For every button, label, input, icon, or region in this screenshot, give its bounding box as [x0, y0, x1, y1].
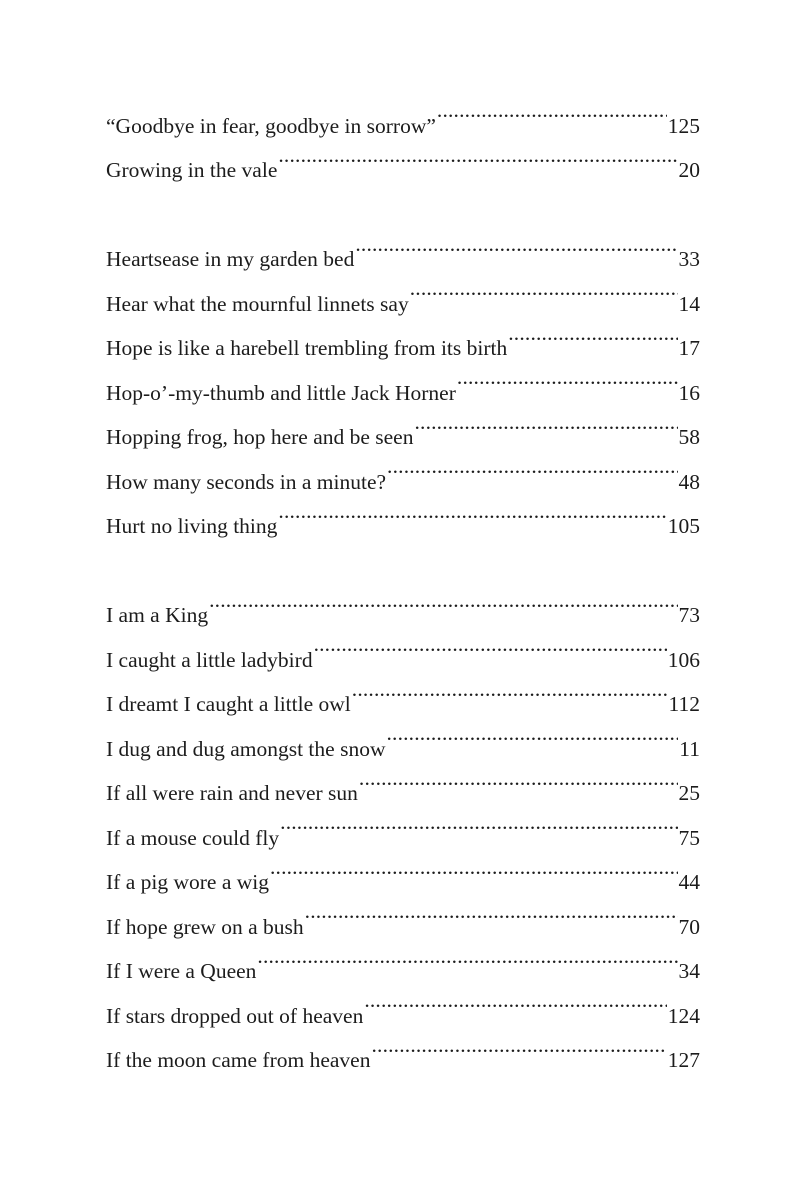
entry-page-number: 73	[678, 603, 700, 627]
dot-leader	[355, 222, 677, 267]
entry-title: If I were a Queen	[106, 959, 257, 983]
index-group-i	[106, 578, 700, 1072]
entry-title: If stars dropped out of heaven	[106, 1003, 364, 1028]
index-group-g	[106, 88, 700, 182]
entry-page-number: 105	[667, 514, 700, 538]
dot-leader	[278, 489, 666, 534]
entry-page-number: 14	[678, 291, 700, 316]
entry-page-number: 44	[678, 870, 700, 894]
dot-leader	[257, 934, 677, 979]
dot-leader	[364, 978, 666, 1023]
entry-page-number: 48	[678, 469, 700, 494]
dot-leader	[359, 756, 678, 801]
entry-page-number: 58	[678, 425, 700, 449]
entry-title: If a pig wore a wig	[106, 870, 269, 894]
dot-leader	[305, 889, 678, 934]
dot-leader	[352, 667, 668, 712]
entry-page-number: 17	[678, 336, 700, 360]
entry-title: Hurt no living thing	[106, 514, 278, 538]
entry-page-number: 25	[678, 781, 700, 805]
dot-leader	[278, 133, 677, 178]
entry-title: “Goodbye in fear, goodbye in sorrow”	[106, 113, 436, 138]
index-entry	[106, 578, 700, 627]
entry-page-number: 16	[678, 380, 700, 405]
dot-leader	[270, 845, 678, 890]
index-group-h	[106, 222, 700, 538]
entry-page-number: 34	[678, 959, 700, 983]
index-entry	[106, 222, 700, 271]
dot-leader	[387, 444, 677, 489]
entry-page-number: 70	[678, 914, 700, 939]
dot-leader	[508, 311, 677, 356]
dot-leader	[371, 1023, 666, 1068]
dot-leader	[457, 355, 678, 400]
entry-page-number: 106	[667, 647, 700, 672]
entry-title: If the moon came from heaven	[106, 1048, 371, 1072]
dot-leader	[437, 88, 667, 133]
entry-title: Hear what the mournful linnets say	[106, 291, 409, 316]
entry-page-number: 33	[678, 247, 700, 271]
dot-leader	[280, 800, 677, 845]
entry-page-number: 127	[667, 1048, 700, 1072]
entry-title: Growing in the vale	[106, 158, 278, 182]
entry-page-number: 112	[668, 692, 700, 716]
entry-title: Hopping frog, hop here and be seen	[106, 425, 414, 449]
dot-leader	[314, 622, 667, 667]
entry-page-number: 124	[667, 1003, 700, 1028]
index-page	[106, 88, 700, 1112]
entry-title: I dug and dug amongst the snow	[106, 736, 386, 761]
entry-title: Hop-o’-my-thumb and little Jack Horner	[106, 380, 456, 405]
entry-title: I am a King	[106, 603, 209, 627]
entry-page-number: 20	[678, 158, 700, 182]
entry-page-number: 125	[667, 113, 700, 138]
index-entry	[106, 88, 700, 138]
dot-leader	[386, 711, 678, 756]
entry-title: I caught a little ladybird	[106, 647, 313, 672]
entry-page-number: 75	[678, 825, 700, 850]
dot-leader	[410, 266, 678, 311]
entry-title: If all were rain and never sun	[106, 781, 358, 805]
entry-title: Heartsease in my garden bed	[106, 247, 355, 271]
dot-leader	[414, 400, 677, 445]
entry-title: If a mouse could fly	[106, 825, 280, 850]
entry-title: How many seconds in a minute?	[106, 469, 387, 494]
dot-leader	[209, 578, 677, 623]
entry-title: I dreamt I caught a little owl	[106, 692, 351, 716]
entry-page-number: 11	[679, 736, 700, 761]
entry-title: Hope is like a harebell trembling from its birth	[106, 336, 508, 360]
entry-title: If hope grew on a bush	[106, 914, 304, 939]
